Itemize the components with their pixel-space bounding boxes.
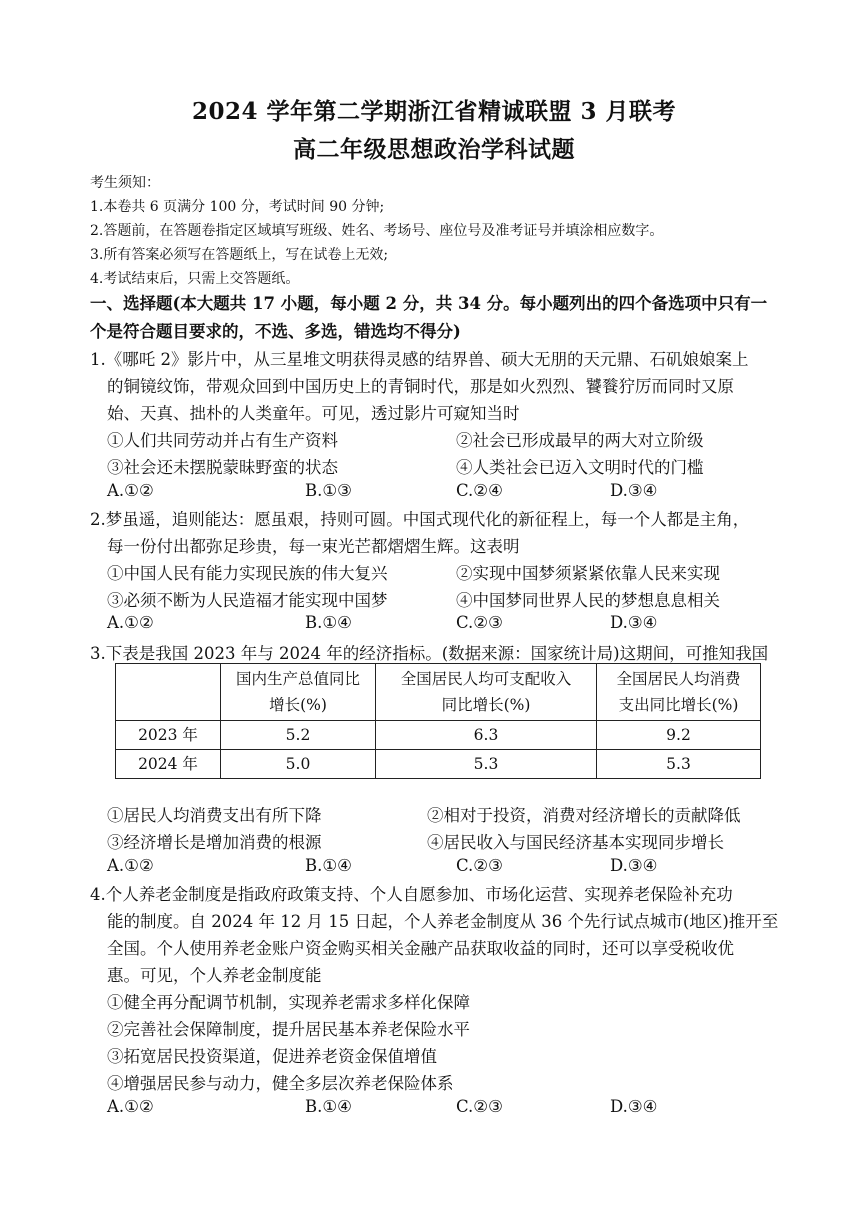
question-4-text: 全国。个人使用养老金账户资金购买相关金融产品获取收益的同时，还可以享受税收优 (107, 939, 734, 958)
table-cell: 5.2 (221, 721, 376, 750)
q1-option-3: ③社会还未摆脱蒙昧野蛮的状态 (107, 458, 338, 477)
q2-answer-d: D.③④ (610, 613, 658, 632)
table-row (116, 750, 761, 779)
q1-answer-c: C.②④ (456, 481, 503, 500)
q3-answer-c: C.②③ (456, 856, 503, 875)
notice-item: 2.答题前，在答题卷指定区域填写班级、姓名、考场号、座位号及准考证号并填涂相应数字。 (90, 223, 664, 239)
table-cell: 6.3 (376, 721, 597, 750)
header-line: 国内生产总值同比 (235, 670, 360, 688)
q1-answer-d: D.③④ (610, 481, 658, 500)
question-4-text: 4.个人养老金制度是指政府政策支持、个人自愿参加、市场化运营、实现养老保险补充功 (90, 885, 733, 904)
q2-option-4: ④中国梦同世界人民的梦想息息相关 (456, 591, 720, 610)
header-line: 全国居民人均消费 (616, 670, 741, 688)
question-1-text: 1.《哪吒 2》影片中，从三星堆文明获得灵感的结界兽、硕大无朋的天元鼎、石矶娘娘案上 (90, 350, 749, 369)
q2-answer-c: C.②③ (456, 613, 503, 632)
q4-answer-d: D.③④ (610, 1097, 658, 1116)
q3-option-2: ②相对于投资，消费对经济增长的贡献降低 (427, 806, 741, 825)
table-header-cell (597, 664, 761, 721)
notice-item: 3.所有答案必须写在答题纸上，写在试卷上无效; (90, 247, 389, 263)
table-row (116, 721, 761, 750)
question-2-text: 每一份付出都弥足珍贵，每一束光芒都熠熠生辉。这表明 (107, 537, 520, 556)
exam-subtitle: 高二年级思想政治学科试题 (293, 136, 575, 163)
table-cell: 5.3 (597, 750, 761, 779)
header-line: 同比增长(%) (441, 696, 531, 714)
notice-item: 1.本卷共 6 页满分 100 分，考试时间 90 分钟; (90, 199, 385, 215)
q4-answer-c: C.②③ (456, 1097, 503, 1116)
q1-option-1: ①人们共同劳动并占有生产资料 (107, 431, 338, 450)
table-cell: 9.2 (597, 721, 761, 750)
q2-option-2: ②实现中国梦须紧紧依靠人民来实现 (456, 564, 720, 583)
table-header-cell (221, 664, 376, 721)
question-4-text: 惠。可见，个人养老金制度能 (107, 966, 322, 985)
q1-option-2: ②社会已形成最早的两大对立阶级 (456, 431, 704, 450)
question-3-text: 3.下表是我国 2023 年与 2024 年的经济指标。(数据来源：国家统计局)这期间，可推知我国 (90, 644, 769, 663)
table-cell: 5.0 (221, 750, 376, 779)
question-4-text: 能的制度。自 2024 年 12 月 15 日起，个人养老金制度从 36 个先行试点城市(地区)推开至 (107, 912, 779, 931)
q3-answer-a: A.①② (107, 856, 154, 875)
q4-option-3: ③拓宽居民投资渠道，促进养老资金保值增值 (107, 1047, 437, 1066)
header-line: 增长(%) (269, 696, 327, 714)
table-header-row (116, 664, 761, 721)
table-header-cell (376, 664, 597, 721)
q1-answer-b: B.①③ (305, 481, 352, 500)
header-line: 全国居民人均可支配收入 (400, 670, 572, 688)
question-1-text: 的铜镜纹饰，带观众回到中国历史上的青铜时代，那是如火烈烈、饕餮狞厉而同时又原 (107, 377, 734, 396)
q4-answer-a: A.①② (107, 1097, 154, 1116)
notice-heading: 考生须知： (90, 175, 160, 191)
q4-answer-b: B.①④ (305, 1097, 352, 1116)
q3-answer-b: B.①④ (305, 856, 352, 875)
q1-answer-a: A.①② (107, 481, 154, 500)
q2-option-3: ③必须不断为人民造福才能实现中国梦 (107, 591, 388, 610)
q1-option-4: ④人类社会已迈入文明时代的门槛 (456, 458, 704, 477)
q3-option-1: ①居民人均消费支出有所下降 (107, 806, 322, 825)
table-cell: 5.3 (376, 750, 597, 779)
q2-option-1: ①中国人民有能力实现民族的伟大复兴 (107, 564, 388, 583)
notice-item: 4.考试结束后，只需上交答题纸。 (90, 271, 300, 287)
q4-option-2: ②完善社会保障制度，提升居民基本养老保险水平 (107, 1020, 470, 1039)
q3-option-3: ③经济增长是增加消费的根源 (107, 833, 322, 852)
section-heading: 一、选择题(本大题共 17 小题，每小题 2 分，共 34 分。每小题列出的四个备选项中只有一 (90, 294, 768, 313)
economic-indicators-table (115, 663, 761, 779)
q3-option-4: ④居民收入与国民经济基本实现同步增长 (427, 833, 724, 852)
question-2-text: 2.梦虽遥，追则能达：愿虽艰，持则可圆。中国式现代化的新征程上，每一个人都是主角， (90, 510, 750, 529)
table-cell: 2023 年 (116, 721, 221, 750)
question-1-text: 始、天真、拙朴的人类童年。可见，透过影片可窥知当时 (107, 404, 520, 423)
header-line: 支出同比增长(%) (618, 696, 739, 714)
q3-answer-d: D.③④ (610, 856, 658, 875)
q4-option-4: ④增强居民参与动力，健全多层次养老保险体系 (107, 1074, 454, 1093)
table-header-cell (116, 664, 221, 721)
q4-option-1: ①健全再分配调节机制，实现养老需求多样化保障 (107, 993, 470, 1012)
q2-answer-a: A.①② (107, 613, 154, 632)
q2-answer-b: B.①④ (305, 613, 352, 632)
table-cell: 2024 年 (116, 750, 221, 779)
exam-title: 2024 学年第二学期浙江省精诚联盟 3 月联考 (191, 98, 677, 125)
section-heading: 个是符合题目要求的，不选、多选，错选均不得分) (90, 322, 461, 341)
